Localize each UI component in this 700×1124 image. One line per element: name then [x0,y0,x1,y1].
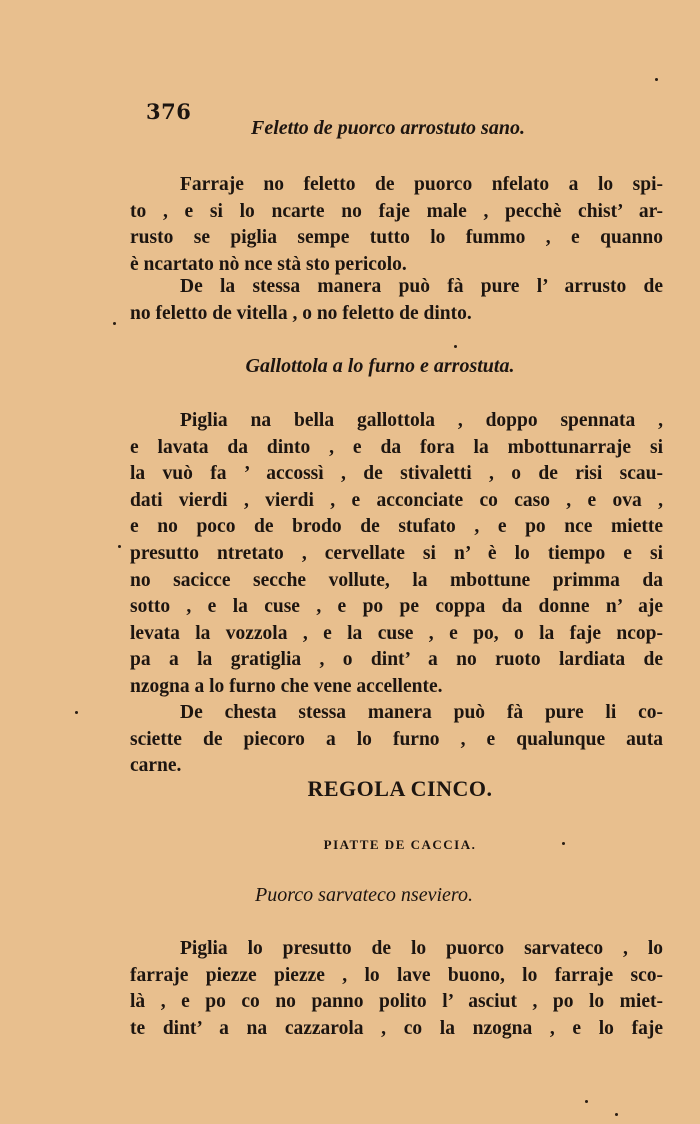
text-line: là , e po co no panno polito l’ asciut , po lo miet- [130,991,663,1013]
recipe-heading-puorco-sarvateco: Puorco sarvateco nseviero. [255,884,473,906]
recipe-heading-feletto: Feletto de puorco arrostuto sano. [251,117,525,139]
dust-speck [615,1113,618,1116]
paragraph-feletto [130,172,663,278]
text-line: nzogna a lo furno che vene accellente. [130,675,443,697]
text-line: pa a la gratiglia , o dint’ a no ruoto lardiata de [130,649,663,671]
dust-speck [454,345,457,348]
text-line: levata la vozzola , e la cuse , e po, o la faje ncop- [130,622,663,644]
text-line: De la stessa manera può fà pure l’ arrusto de [180,276,663,297]
paragraph-puorco-sarvateco [130,936,663,1042]
text-line: farraje piezze piezze , lo lave buono, lo farraje sco- [130,964,663,986]
dust-speck [118,545,121,548]
section-title-regola: REGOLA CINCO. [307,776,493,801]
paragraph-gallottola-variant [130,700,663,780]
text-line: te dint’ a na cazzarola , co la nzogna , e lo faje [130,1017,663,1039]
text-line: rusto se piglia sempe tutto lo fummo , e quanno [130,227,663,249]
dust-speck [655,78,658,81]
dust-speck [113,322,116,325]
paragraph-feletto-variant [130,274,663,327]
text-line: e lavata da dinto , e da fora la mbottunarraje si [130,436,663,458]
text-line: carne. [130,755,182,777]
text-line: dati vierdi , vierdi , e acconciate co caso , e ova , [130,489,663,511]
text-line: Farraje no feletto de puorco nfelato a lo spi- [180,174,663,195]
dust-speck [585,1100,588,1103]
text-line: sciette de piecoro a lo furno , e qualunque auta [130,728,663,750]
text-line: presutto ntretato , cervellate si n’ è lo tiempo e si [130,542,663,564]
page-number: 376 [146,99,192,124]
dust-speck [562,842,565,845]
dust-speck [75,711,78,714]
text-line: no feletto de vitella , o no feletto de dinto. [130,302,472,324]
text-line: Piglia lo presutto de lo puorco sarvateco , lo [180,938,663,959]
text-line: De chesta stessa manera può fà pure li co- [180,702,663,723]
text-line: la vuò fa ’ accossì , de stivaletti , o de risi scau- [130,463,663,485]
recipe-heading-gallottola: Gallottola a lo furno e arrostuta. [245,355,515,377]
text-line: no sacicce secche vollute, la mbottune primma da [130,569,663,591]
text-line: e no poco de brodo de stufato , e po nce miette [130,516,663,538]
paragraph-gallottola [130,408,663,701]
text-line: to , e si lo ncarte no faje male , pecchè chist’ ar- [130,200,663,222]
section-subtitle-piatte: PIATTE DE CACCIA. [323,837,477,852]
text-line: sotto , e la cuse , e po pe coppa da donne n’ aje [130,596,663,618]
text-line: Piglia na bella gallottola , doppo spennata , [180,410,663,431]
text-line: è ncartato nò nce stà sto pericolo. [130,253,407,275]
